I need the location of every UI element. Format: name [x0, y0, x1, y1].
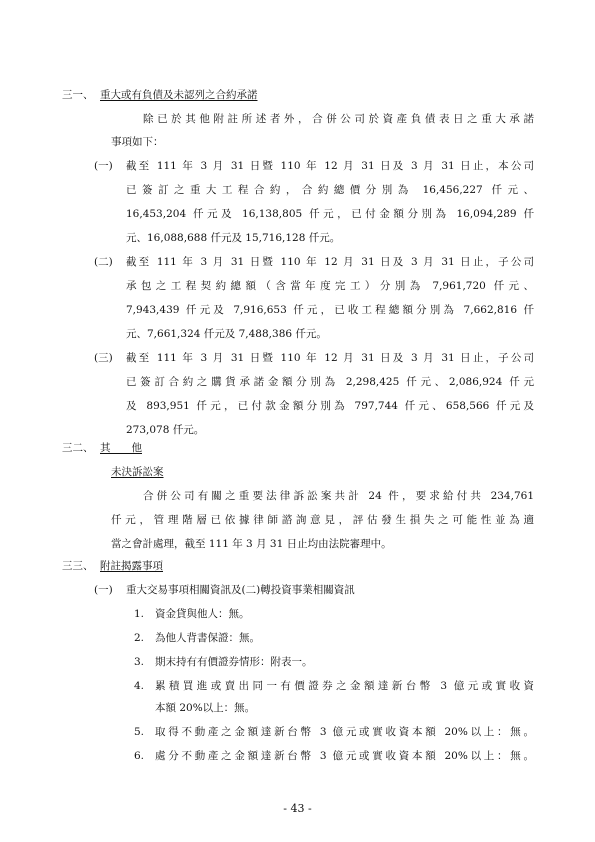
- section-31-item-3-line: 已簽訂合約之購貨承諾金額分別為 2,298,425 仟元、2,086,924 仟元: [126, 376, 534, 388]
- page-number: - 43 -: [283, 802, 312, 815]
- disclosure-item-number: 5.: [134, 726, 145, 738]
- section-33-title: 附註揭露事項: [100, 560, 163, 572]
- section-33-number: 三三、: [62, 560, 94, 572]
- disclosure-item-number: 4.: [134, 680, 145, 692]
- section-31-intro-line-1: 除已於其他附註所述者外，合併公司於資產負債表日之重大承諾: [143, 113, 534, 125]
- disclosure-item-text: 處分不動產之金額達新台幣 3 億元或實收資本額 20%以上：無。: [155, 750, 534, 762]
- section-31-item-3-line: 273,078 仟元。: [126, 424, 205, 436]
- disclosure-item-text: 本額 20%以上：無。: [155, 702, 256, 714]
- section-31-item-1-number: (一): [94, 160, 113, 172]
- section-31-item-2-line: 7,943,439 仟元及 7,916,653 仟元，已收工程總額分別為 7,662,816 仟: [126, 304, 534, 316]
- section-31-item-1-line: 元、16,088,688 仟元及 15,716,128 仟元。: [126, 232, 341, 244]
- section-31-title: 重大或有負債及未認列之合約承諾: [100, 89, 258, 101]
- section-33-sub1-text: 重大交易事項相關資訊及(二)轉投資事業相關資訊: [126, 584, 355, 596]
- section-32-para-line: 合併公司有關之重要法律訴訟案共計 24 件，要求給付共 234,761: [143, 490, 534, 502]
- section-31-item-2-line: 元、7,661,324 仟元及 7,488,386 仟元。: [126, 328, 327, 340]
- disclosure-item-text: 為他人背書保證：無。: [155, 632, 260, 644]
- disclosure-item-text: 累積買進或賣出同一有價證券之金額達新台幣 3 億元或實收資: [155, 680, 534, 692]
- disclosure-item-number: 6.: [134, 750, 145, 762]
- section-31-item-1-line: 截至 111 年 3 月 31 日暨 110 年 12 月 31 日及 3 月 31 日止，本公司: [126, 160, 534, 172]
- disclosure-item-text: 取得不動產之金額達新台幣 3 億元或實收資本額 20%以上：無。: [155, 726, 534, 738]
- section-31-item-2-number: (二): [94, 256, 113, 268]
- section-31-number: 三一、: [62, 89, 94, 101]
- section-33-sub1-number: (一): [94, 584, 113, 596]
- section-31-item-1-line: 16,453,204 仟元及 16,138,805 仟元，已付金額分別為 16,094,289 仟: [126, 208, 534, 220]
- section-31-item-1-line: 已簽訂之重大工程合約，合約總價分別為 16,456,227 仟元、: [126, 184, 534, 196]
- section-31-intro-line-2: 事項如下：: [111, 136, 164, 148]
- section-32-title: 其 他: [100, 442, 142, 454]
- section-31-item-3-number: (三): [94, 352, 113, 364]
- section-32-para-line: 仟元，管理階層已依據律師諮詢意見，評估發生損失之可能性並為適: [111, 514, 534, 526]
- disclosure-item-number: 3.: [134, 656, 145, 668]
- section-31-item-2-line: 截至 111 年 3 月 31 日暨 110 年 12 月 31 日及 3 月 31 日止，子公司: [126, 256, 534, 268]
- disclosure-item-text: 資金貸與他人：無。: [155, 608, 250, 620]
- disclosure-item-text: 期末持有有價證券情形：附表一。: [155, 656, 313, 668]
- section-32-subtitle: 未決訴訟案: [111, 466, 164, 478]
- section-31-item-3-line: 及 893,951 仟元，已付款金額分別為 797,744 仟元、658,566 仟元及: [126, 400, 534, 412]
- disclosure-item-number: 2.: [134, 632, 145, 644]
- section-32-number: 三二、: [62, 442, 94, 454]
- disclosure-item-number: 1.: [134, 608, 145, 620]
- section-32-para-line: 當之會計處理，截至 111 年 3 月 31 日止均由法院審理中。: [111, 538, 392, 550]
- section-31-item-3-line: 截至 111 年 3 月 31 日暨 110 年 12 月 31 日及 3 月 31 日止，子公司: [126, 352, 534, 364]
- section-31-item-2-line: 承包之工程契約總額（含當年度完工）分別為 7,961,720 仟元、: [126, 280, 534, 292]
